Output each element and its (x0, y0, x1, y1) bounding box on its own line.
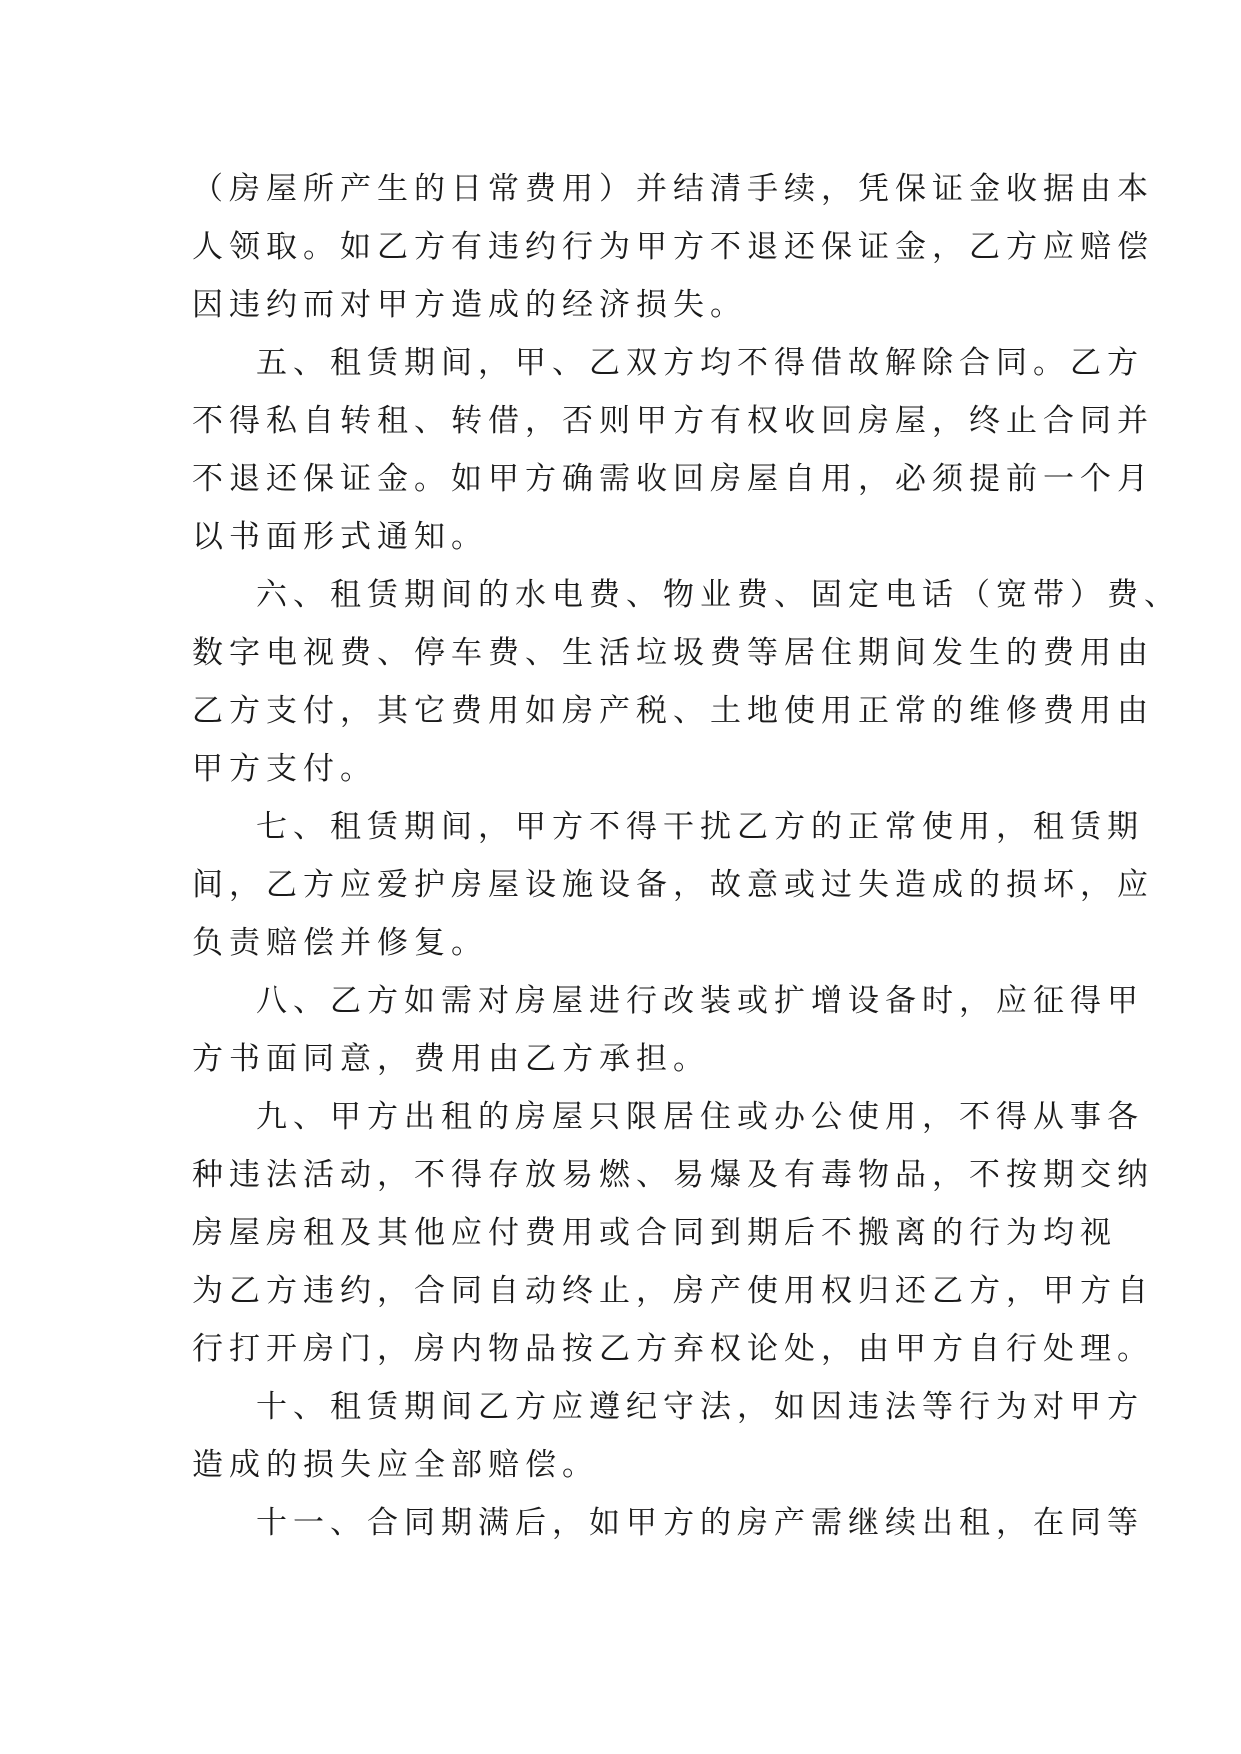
text-line: 行打开房门，房内物品按乙方弃权论处，由甲方自行处理。 (192, 1331, 1154, 1367)
text-line: 种违法活动，不得存放易燃、易爆及有毒物品，不按期交纳 (192, 1157, 1154, 1193)
text-line: 方书面同意，费用由乙方承担。 (192, 1041, 710, 1077)
clause-5-first-line: 五、租赁期间，甲、乙双方均不得借故解除合同。乙方 (256, 345, 1144, 381)
text-line: 间，乙方应爱护房屋设施设备，故意或过失造成的损坏，应 (192, 867, 1154, 903)
clause-8-first-line: 八、乙方如需对房屋进行改装或扩增设备时，应征得甲 (256, 983, 1144, 1019)
text-line: 为乙方违约，合同自动终止，房产使用权归还乙方，甲方自 (192, 1273, 1154, 1309)
text-line: 人领取。如乙方有违约行为甲方不退还保证金，乙方应赔偿 (192, 229, 1154, 265)
text-line: 以书面形式通知。 (192, 519, 488, 555)
text-line: 甲方支付。 (192, 751, 377, 787)
clause-7-first-line: 七、租赁期间，甲方不得干扰乙方的正常使用，租赁期 (256, 809, 1144, 845)
text-line: （房屋所产生的日常费用）并结清手续，凭保证金收据由本 (192, 171, 1154, 207)
clause-10-first-line: 十、租赁期间乙方应遵纪守法，如因违法等行为对甲方 (256, 1389, 1144, 1425)
clause-9-first-line: 九、甲方出租的房屋只限居住或办公使用，不得从事各 (256, 1099, 1144, 1135)
clause-6-first-line: 六、租赁期间的水电费、物业费、固定电话（宽带）费、 (256, 577, 1181, 613)
text-line: 造成的损失应全部赔偿。 (192, 1447, 599, 1483)
text-line: 因违约而对甲方造成的经济损失。 (192, 287, 747, 323)
text-line: 不得私自转租、转借，否则甲方有权收回房屋，终止合同并 (192, 403, 1154, 439)
clause-11-first-line: 十一、合同期满后，如甲方的房产需继续出租，在同等 (256, 1505, 1144, 1541)
text-line: 负责赔偿并修复。 (192, 925, 488, 961)
text-line: 乙方支付，其它费用如房产税、土地使用正常的维修费用由 (192, 693, 1154, 729)
text-line: 房屋房租及其他应付费用或合同到期后不搬离的行为均视 (192, 1215, 1117, 1251)
text-line: 不退还保证金。如甲方确需收回房屋自用，必须提前一个月 (192, 461, 1154, 497)
document-body (192, 160, 1181, 1552)
text-line: 数字电视费、停车费、生活垃圾费等居住期间发生的费用由 (192, 635, 1154, 671)
